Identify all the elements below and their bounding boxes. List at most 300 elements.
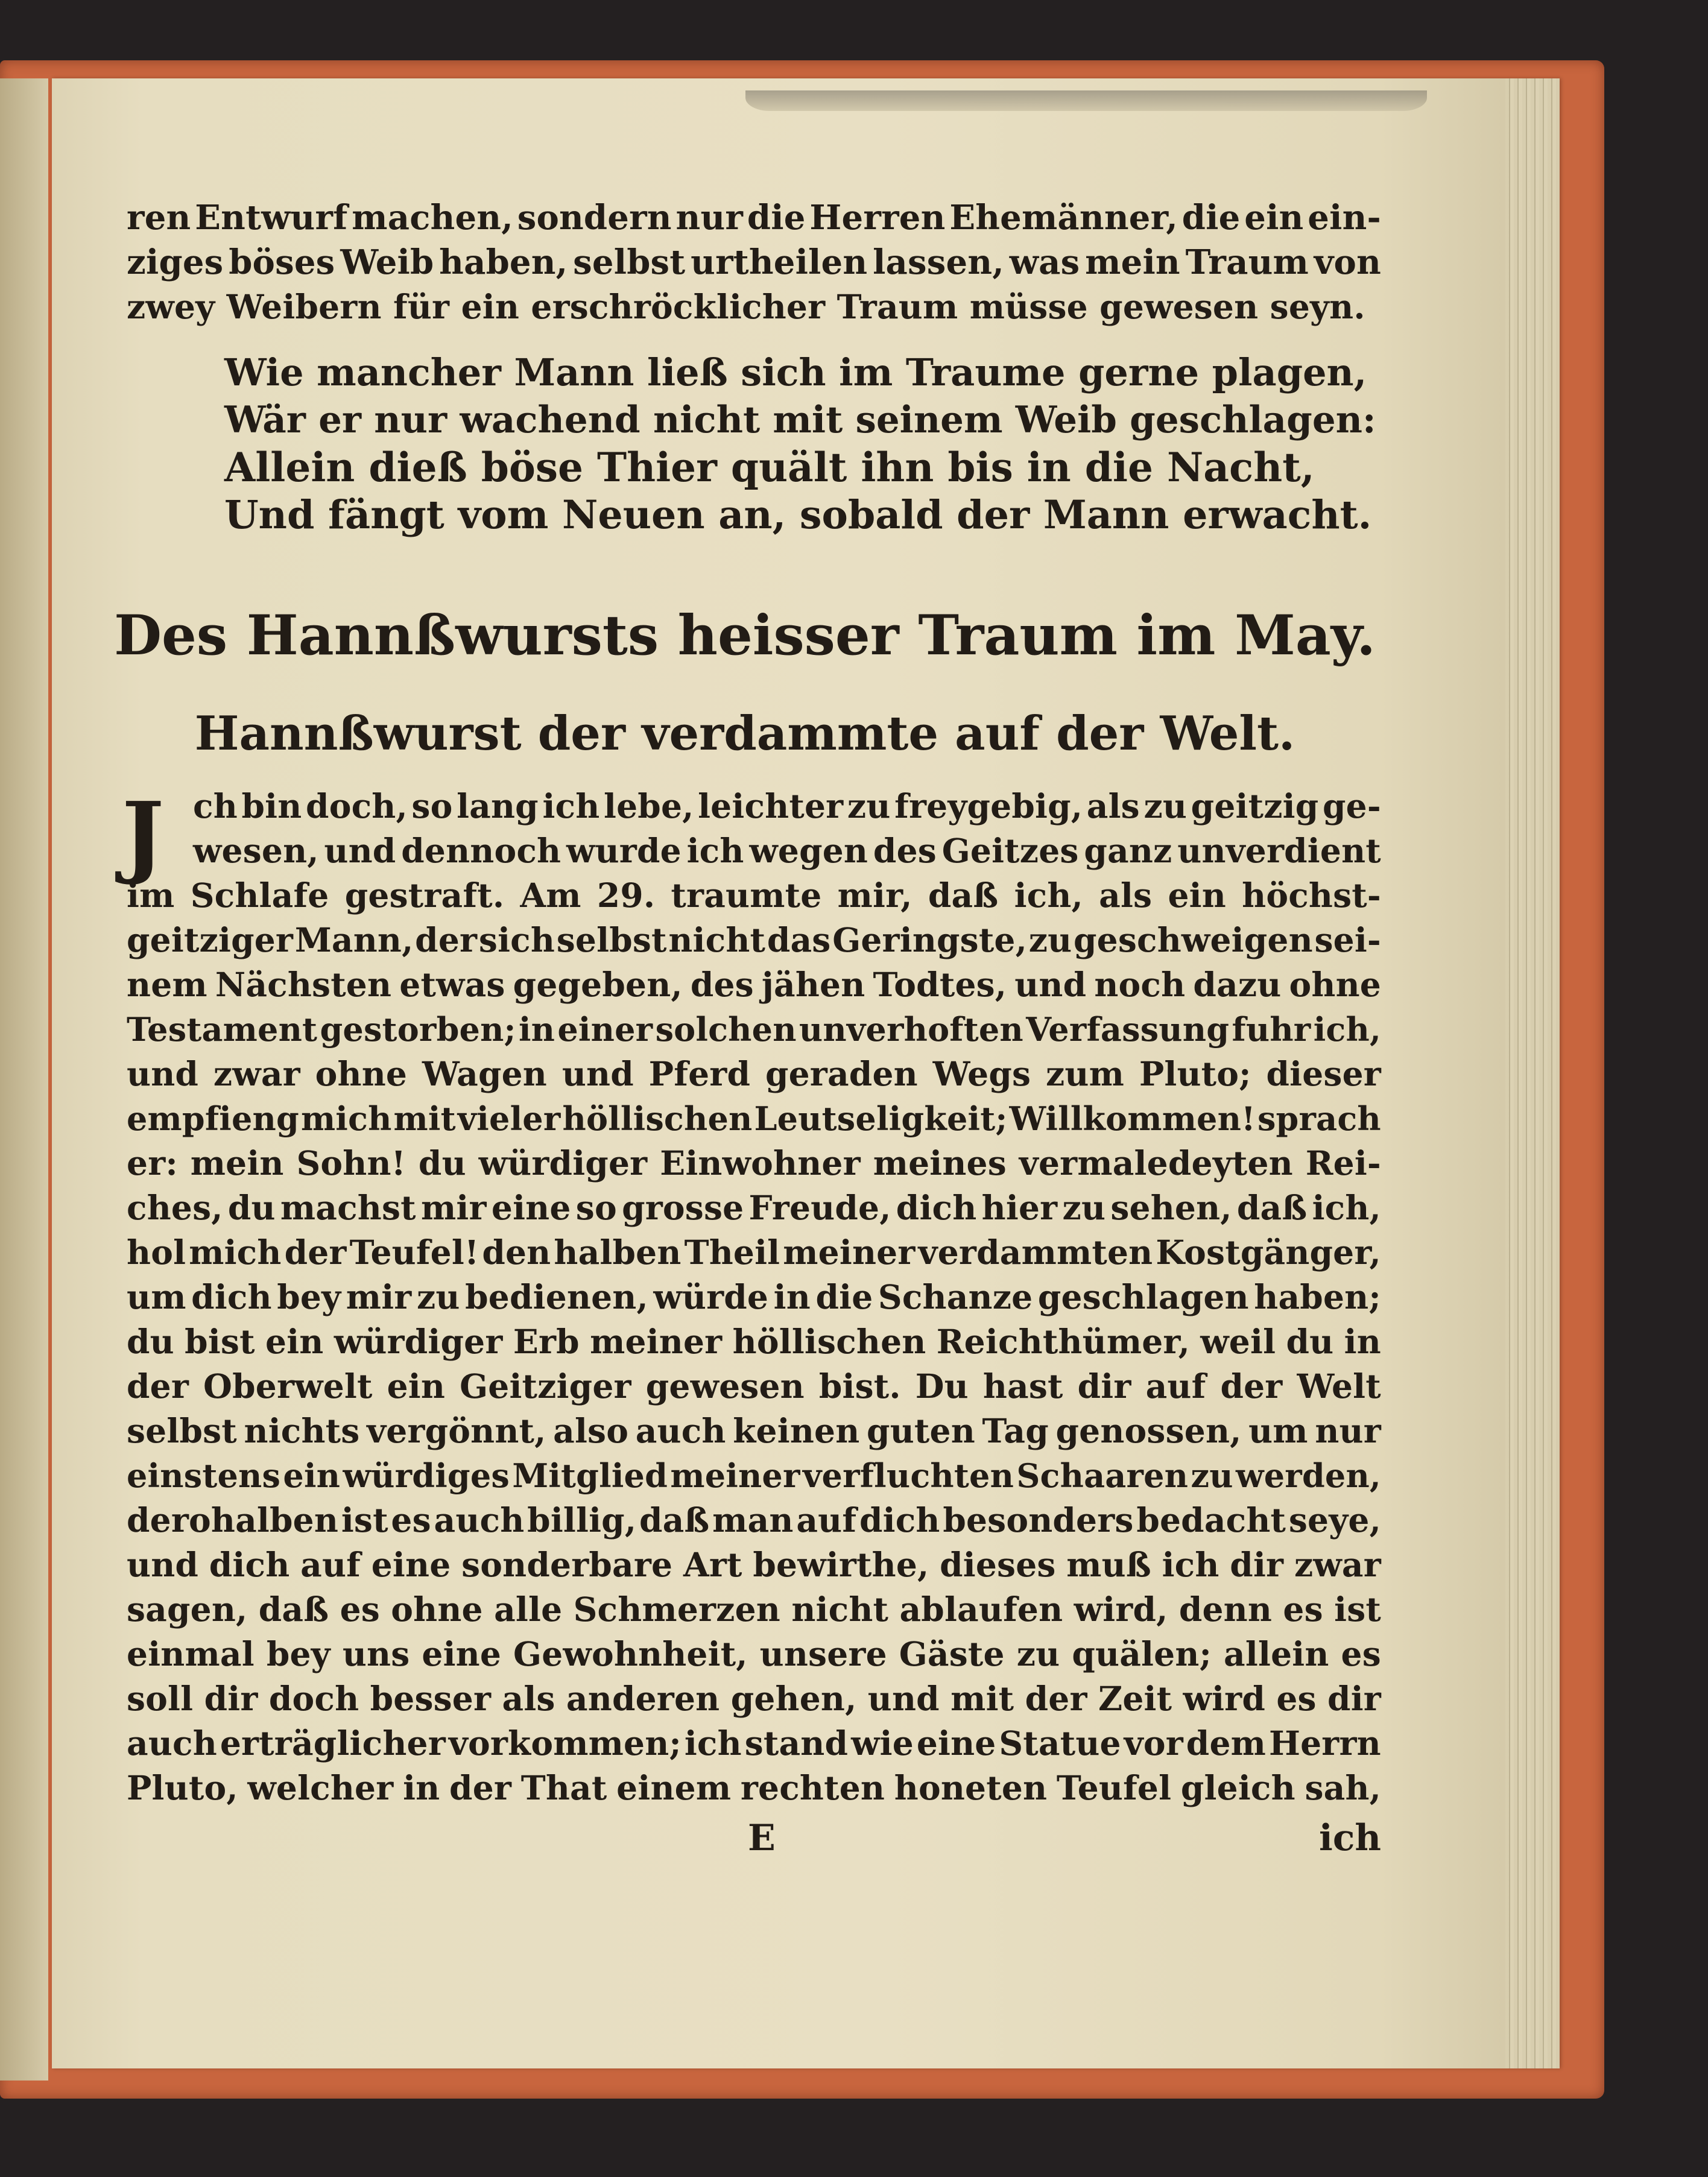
word: unsere: [759, 1634, 887, 1673]
book-page: [52, 78, 1560, 2068]
word: Herrn: [1268, 1723, 1381, 1763]
word: sprach: [1257, 1099, 1381, 1138]
text-line: [127, 1186, 1381, 1230]
word: ohne: [1289, 964, 1381, 1004]
word: selbst: [127, 1411, 237, 1450]
text-line: [127, 1230, 1381, 1275]
signature-mark: E: [748, 1816, 776, 1859]
word: 29.: [596, 875, 656, 915]
body-paragraph: [122, 782, 1381, 1810]
word: ganz: [1084, 830, 1172, 870]
word: zu: [1143, 786, 1188, 826]
word: haben;: [1254, 1277, 1381, 1316]
text-line: [127, 1096, 1381, 1141]
word: ren: [127, 198, 191, 238]
word: anderen: [566, 1678, 720, 1718]
word: geschlagen: [1037, 1277, 1249, 1316]
word: geschweigen: [1074, 920, 1313, 959]
word: unverdient: [1177, 830, 1381, 870]
word: als: [502, 1678, 555, 1718]
word: Theil: [684, 1232, 780, 1272]
word: bedienen,: [465, 1277, 648, 1316]
drop-cap: J: [122, 782, 165, 887]
word: einmal: [127, 1634, 255, 1673]
word: soll: [127, 1678, 194, 1718]
word: Tag: [982, 1411, 1049, 1450]
word: ein: [1244, 198, 1304, 238]
word: auch: [434, 1500, 525, 1540]
word: guten: [867, 1411, 975, 1450]
text-line: [127, 1052, 1381, 1096]
word: würdiger: [478, 1143, 648, 1183]
word: die: [815, 1277, 873, 1316]
word: Todtes,: [873, 964, 1007, 1004]
text-line: [127, 918, 1381, 962]
word: ohne: [391, 1589, 483, 1629]
word: Welt: [1297, 1366, 1381, 1406]
word: ein: [387, 1366, 446, 1406]
word: höllischen: [562, 1099, 753, 1138]
word: Pluto,: [127, 1768, 238, 1807]
word: rechten: [740, 1768, 885, 1807]
word: er:: [127, 1143, 178, 1183]
word: besser: [370, 1678, 492, 1718]
word: noch: [1094, 964, 1186, 1004]
word: Schmerzen: [573, 1589, 780, 1629]
word: verfluchten: [802, 1456, 1014, 1495]
word: du: [1286, 1321, 1334, 1361]
word: mein: [190, 1143, 284, 1183]
text-line: [127, 829, 1381, 873]
word: sich: [478, 920, 555, 959]
word: der: [1025, 1678, 1087, 1718]
word: in: [518, 1010, 555, 1049]
word: böses: [229, 242, 335, 282]
word: zwar: [213, 1054, 300, 1093]
word: einstens: [127, 1456, 281, 1495]
word: meiner: [670, 1456, 800, 1495]
word: um: [127, 1277, 186, 1316]
word: eine: [422, 1634, 502, 1673]
word: Geitzes: [941, 830, 1079, 870]
page-stack-edges: [1505, 78, 1560, 2068]
word: nicht: [668, 920, 766, 959]
word: um: [1248, 1411, 1308, 1450]
word: seye,: [1288, 1500, 1381, 1540]
word: Mann,: [294, 920, 414, 959]
word: dir: [1327, 1678, 1381, 1718]
word: dich: [896, 1187, 977, 1227]
word: bist: [185, 1321, 255, 1361]
word: dem: [1186, 1723, 1267, 1763]
word: zu: [416, 1277, 460, 1316]
word: wegen: [749, 830, 868, 870]
word: bist.: [818, 1366, 901, 1406]
word: dir: [1077, 1366, 1131, 1406]
word: nichts: [244, 1411, 360, 1450]
word: wie: [851, 1723, 914, 1763]
word: hol: [127, 1232, 186, 1272]
word: Ehemänner,: [949, 198, 1178, 238]
verse-line: Allein dieß böse Thier quält ihn bis in die Nacht,: [224, 443, 1315, 491]
word: ich: [1162, 1544, 1219, 1584]
word: keinen: [733, 1411, 860, 1450]
text-line: [127, 1766, 1381, 1810]
word: daß: [1236, 1187, 1308, 1227]
word: gestraft.: [344, 875, 505, 915]
word: selbst: [573, 242, 686, 282]
text-line: [127, 1721, 1381, 1766]
word: so: [575, 1187, 617, 1227]
word: billig,: [527, 1500, 637, 1540]
word: sei-: [1314, 920, 1381, 959]
word: dich: [191, 1277, 272, 1316]
word: leichter: [698, 786, 844, 826]
word: ich,: [1014, 875, 1083, 915]
word: und: [324, 830, 396, 870]
word: zu: [1191, 1456, 1233, 1495]
word: dazu: [1193, 964, 1282, 1004]
word: und: [561, 1054, 634, 1093]
word: sehen,: [1110, 1187, 1232, 1227]
word: auf: [1145, 1366, 1206, 1406]
verse-line: Wär er nur wachend nicht mit seinem Weib geschlagen:: [224, 398, 1376, 441]
word: mir: [421, 1187, 487, 1227]
page-footer: [127, 1814, 1381, 1862]
word: Verfassung: [1026, 1010, 1230, 1049]
word: mein: [1085, 242, 1180, 282]
word: genossen,: [1055, 1411, 1242, 1450]
word: bey: [277, 1277, 341, 1316]
word: Schlafe: [190, 875, 329, 915]
word: gehen,: [730, 1678, 857, 1718]
word: sondern: [517, 198, 672, 238]
word: mir: [346, 1277, 412, 1316]
catchword: ich: [1319, 1816, 1381, 1859]
word: ziges: [127, 242, 224, 282]
word: Mitglied: [512, 1456, 668, 1495]
word: Sohn!: [296, 1143, 406, 1183]
word: würdiger: [334, 1321, 503, 1361]
word: im: [127, 875, 175, 915]
word: werden,: [1236, 1456, 1381, 1495]
word: jähen: [761, 964, 865, 1004]
word: vieler: [457, 1099, 561, 1138]
word: Schanze: [878, 1277, 1033, 1316]
word: mit: [393, 1099, 456, 1138]
word: die: [1181, 198, 1241, 238]
word: die: [747, 198, 806, 238]
word: dieser: [1266, 1054, 1381, 1093]
word: als: [1099, 875, 1153, 915]
word: Freude,: [748, 1187, 891, 1227]
word: doch,: [306, 786, 408, 826]
word: wurde: [566, 830, 682, 870]
word: ablaufen: [899, 1589, 1063, 1629]
word: von: [1314, 242, 1381, 282]
word: dennoch: [401, 830, 561, 870]
word: ich,: [1312, 1187, 1381, 1227]
word: dich: [209, 1544, 290, 1584]
word: auf: [300, 1544, 361, 1584]
word: höllischen: [732, 1321, 926, 1361]
word: vor: [1124, 1723, 1183, 1763]
word: Teufel!: [349, 1232, 479, 1272]
word: nur: [1315, 1411, 1381, 1450]
word: gegeben,: [513, 964, 683, 1004]
word: selbst: [556, 920, 667, 959]
page-text: [114, 196, 1381, 1862]
word: alle: [494, 1589, 563, 1629]
word: ist: [341, 1500, 388, 1540]
text-line: [127, 1319, 1381, 1364]
text-line: [127, 1543, 1381, 1587]
word: ist: [1334, 1589, 1381, 1629]
word: Geitziger: [460, 1366, 631, 1406]
word: der: [1220, 1366, 1283, 1406]
word: Teufel: [1056, 1768, 1172, 1807]
word: Wagen: [422, 1054, 547, 1093]
word: machen,: [352, 198, 513, 238]
word: auf: [796, 1500, 857, 1540]
word: bewirthe,: [753, 1544, 929, 1584]
word: ein: [283, 1456, 341, 1495]
word: und: [1014, 964, 1087, 1004]
word: geraden: [765, 1054, 918, 1093]
word: empfieng: [127, 1099, 299, 1138]
word: meiner: [783, 1232, 916, 1272]
word: Erb: [513, 1321, 580, 1361]
word: nicht: [791, 1589, 889, 1629]
word: dich: [859, 1500, 940, 1540]
word: und: [127, 1054, 199, 1093]
text-line: [127, 1275, 1381, 1319]
word: That: [520, 1768, 607, 1807]
word: besonders: [943, 1500, 1134, 1540]
word: auch: [635, 1411, 726, 1450]
text-line: [127, 1409, 1381, 1453]
word: daß: [258, 1589, 329, 1629]
word: eine: [916, 1723, 996, 1763]
word: des: [873, 830, 937, 870]
word: ches,: [127, 1187, 223, 1227]
word: ein: [1168, 875, 1226, 915]
word: denn: [1178, 1589, 1273, 1629]
word: derohalben: [127, 1500, 339, 1540]
word: würdiges: [343, 1456, 510, 1495]
word: wird: [1183, 1678, 1266, 1718]
text-line: [127, 1007, 1381, 1052]
word: nem: [127, 964, 207, 1004]
word: dir: [1230, 1544, 1284, 1584]
word: Testament: [127, 1010, 318, 1049]
word: mich: [189, 1232, 282, 1272]
word: gestorben;: [320, 1010, 516, 1049]
word: Nächsten: [215, 964, 392, 1004]
facing-page-edge: [0, 78, 48, 2081]
word: Du: [915, 1366, 969, 1406]
word: zu: [847, 786, 891, 826]
word: höchst-: [1242, 875, 1381, 915]
word: ich: [686, 830, 744, 870]
word: bedacht: [1136, 1500, 1286, 1540]
word: also: [553, 1411, 629, 1450]
word: ich,: [1313, 1010, 1381, 1049]
word: ohne: [315, 1054, 408, 1093]
word: Entwurf: [195, 198, 348, 238]
word: des: [690, 964, 754, 1004]
word: vergönnt,: [367, 1411, 546, 1450]
word: mit: [950, 1678, 1014, 1718]
word: auch: [127, 1723, 217, 1763]
word: zu: [1028, 920, 1072, 959]
word: daß: [639, 1500, 710, 1540]
word: verdammten: [918, 1232, 1153, 1272]
word: erträglicher: [220, 1723, 446, 1763]
word: so: [411, 786, 453, 826]
word: wird,: [1074, 1589, 1168, 1629]
word: meiner: [590, 1321, 723, 1361]
word: Statue: [999, 1723, 1121, 1763]
word: zu: [1016, 1634, 1060, 1673]
word: urtheilen: [691, 242, 868, 282]
word: Gewohnheit,: [513, 1634, 748, 1673]
word: weil: [1200, 1321, 1276, 1361]
word: Pferd: [648, 1054, 751, 1093]
verse-line: Und fängt vom Neuen an, sobald der Mann erwacht.: [224, 491, 1372, 538]
word: der: [449, 1768, 512, 1807]
word: dir: [204, 1678, 258, 1718]
word: bin: [241, 786, 302, 826]
torn-page-top: [745, 90, 1427, 111]
word: es: [1341, 1634, 1381, 1673]
word: ich: [684, 1723, 742, 1763]
word: in: [403, 1768, 440, 1807]
word: geitziger: [127, 920, 294, 959]
word: welcher: [247, 1768, 394, 1807]
chapter-subtitle: Hannßwurst der verdammte auf der Welt.: [194, 706, 1295, 761]
word: den: [482, 1232, 551, 1272]
word: gleich: [1180, 1768, 1295, 1807]
word: haben,: [439, 242, 568, 282]
word: lebe,: [604, 786, 694, 826]
word: Rei-: [1305, 1143, 1381, 1183]
word: lassen,: [873, 242, 1004, 282]
text-line: [127, 873, 1381, 918]
word: allein: [1224, 1634, 1329, 1673]
word: sagen,: [127, 1589, 248, 1629]
word: sonderbare: [461, 1544, 673, 1584]
word: daß: [928, 875, 999, 915]
word: Traum: [1185, 242, 1309, 282]
word: geitzig: [1191, 786, 1319, 826]
text-line: [127, 784, 1381, 829]
word: vorkommen;: [448, 1723, 682, 1763]
word: Weib: [340, 242, 434, 282]
word: Einwohner: [660, 1143, 861, 1183]
word: ge-: [1322, 786, 1381, 826]
text-line: [127, 241, 1381, 285]
word: dieses: [940, 1544, 1056, 1584]
word: ch: [193, 786, 238, 826]
word: es: [1276, 1678, 1317, 1718]
word: muß: [1066, 1544, 1151, 1584]
text-line: zwey Weibern für ein erschröcklicher Traum müsse gewesen seyn.: [127, 287, 1365, 326]
word: hast: [982, 1366, 1063, 1406]
word: einem: [616, 1768, 732, 1807]
verse-line: Wie mancher Mann ließ sich im Traume gerne plagen,: [224, 350, 1367, 394]
word: Wegs: [932, 1054, 1031, 1093]
word: es: [340, 1589, 380, 1629]
word: Am: [520, 875, 581, 915]
word: meines: [873, 1143, 1007, 1183]
word: stand: [744, 1723, 849, 1763]
word: zwar: [1294, 1544, 1381, 1584]
text-line: [127, 1498, 1381, 1543]
word: Leutseligkeit;: [754, 1099, 1008, 1138]
word: Oberwelt: [203, 1366, 373, 1406]
text-line: [127, 1587, 1381, 1632]
text-line: [127, 1453, 1381, 1498]
verse-block: [224, 349, 1381, 539]
word: lang: [457, 786, 539, 826]
word: halben: [554, 1232, 682, 1272]
word: und: [127, 1544, 199, 1584]
word: grosse: [622, 1187, 744, 1227]
chapter-title: Des Hannßwursts heisser Traum im May.: [114, 603, 1376, 668]
word: das: [767, 920, 831, 959]
word: du: [418, 1143, 466, 1183]
word: quälen;: [1072, 1634, 1212, 1673]
word: freygebig,: [894, 786, 1083, 826]
word: zu: [1062, 1187, 1106, 1227]
word: doch: [268, 1678, 359, 1718]
word: eine: [371, 1544, 451, 1584]
word: hier: [981, 1187, 1058, 1227]
word: Art: [683, 1544, 742, 1584]
word: fuhr: [1232, 1010, 1311, 1049]
word: als: [1086, 786, 1140, 826]
text-line: [127, 1141, 1381, 1186]
word: Geringste,: [832, 920, 1027, 959]
word: eine: [491, 1187, 571, 1227]
word: mich: [300, 1099, 392, 1138]
word: Zeit: [1098, 1678, 1172, 1718]
word: nur: [675, 198, 744, 238]
word: würde: [653, 1277, 769, 1316]
word: du: [227, 1187, 276, 1227]
word: bey: [266, 1634, 331, 1673]
word: traumte: [671, 875, 822, 915]
word: ich: [542, 786, 600, 826]
word: vermaledeyten: [1019, 1143, 1293, 1183]
word: Reichthümer,: [936, 1321, 1190, 1361]
word: in: [773, 1277, 811, 1316]
word: man: [712, 1500, 794, 1540]
word: unverhoften: [799, 1010, 1023, 1049]
word: der: [284, 1232, 347, 1272]
word: zum: [1045, 1054, 1124, 1093]
word: und: [867, 1678, 940, 1718]
word: ein: [265, 1321, 324, 1361]
word: Herren: [809, 198, 946, 238]
word: etwas: [399, 964, 505, 1004]
word: gewesen: [645, 1366, 805, 1406]
word: was: [1009, 242, 1080, 282]
word: sah,: [1305, 1768, 1381, 1807]
word: der: [127, 1366, 189, 1406]
word: es: [1283, 1589, 1323, 1629]
